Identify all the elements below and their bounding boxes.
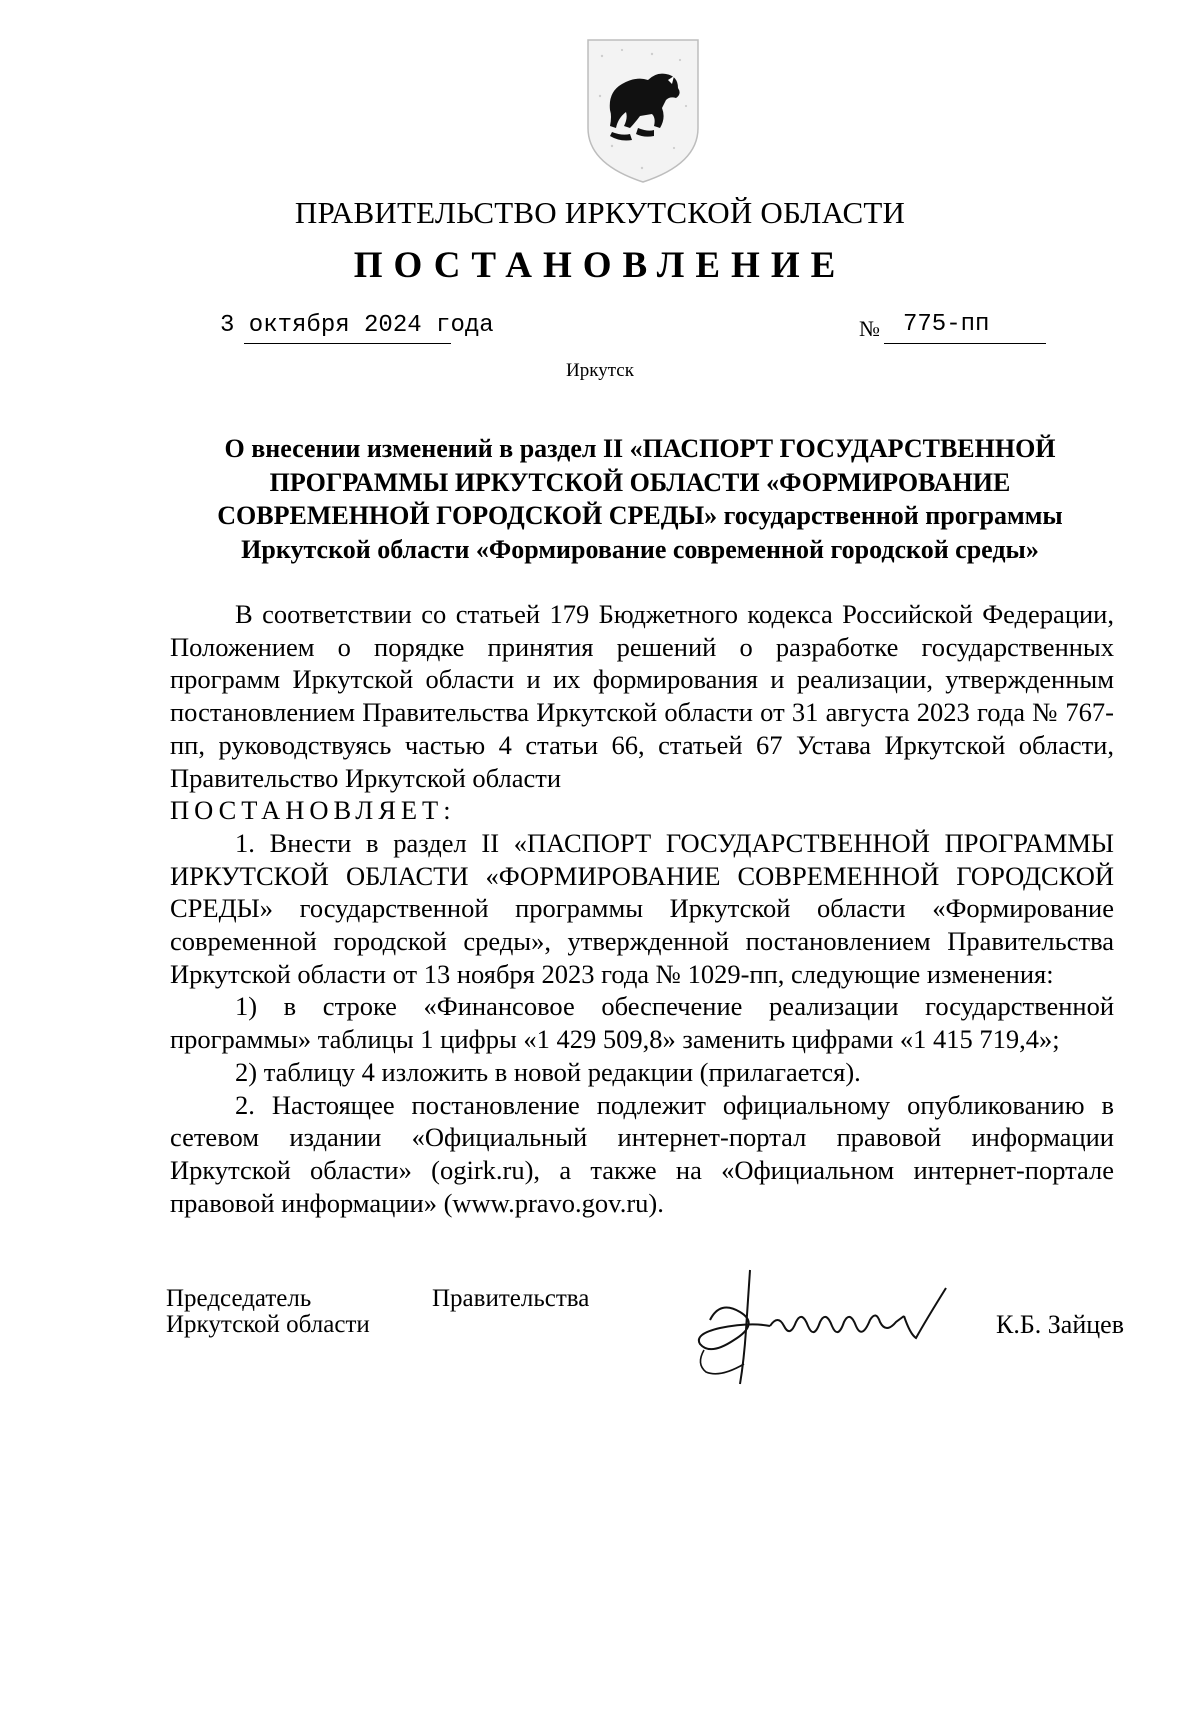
city-name: Иркутск [566, 360, 634, 381]
signatory-position-line2: Иркутской области [166, 1311, 370, 1338]
date-underline [244, 343, 451, 344]
item-1: 1. Внести в раздел II «ПАСПОРТ ГОСУДАРСТВЕННОЙ ПРОГРАММЫ ИРКУТСКОЙ ОБЛАСТИ «ФОРМИРОВАНИЕ СОВРЕМЕННОЙ ГОРОДСКОЙ СРЕДЫ» государственной программы Иркутской области «Формирование современной городской среды», утвержденной постановлением Правительства Иркутской области от 13 ноября 2023 года № 1029-пп, следующие изменения: [170, 827, 1114, 989]
document-number: 775-пп [903, 311, 990, 338]
document-date: 3 октября 2024 года [220, 312, 494, 339]
document-body [170, 598, 1114, 1219]
document-type: ПОСТАНОВЛЕНИЕ [353, 245, 847, 286]
item-1-1: 1) в строке «Финансовое обеспечение реализации государственной программы» таблицы 1 цифры «1 429 509,8» заменить цифрами «1 415 719,4»; [170, 991, 1114, 1055]
number-sign: № [859, 316, 880, 341]
signatory-position-line1: Председатель [166, 1285, 312, 1312]
signatory-name: К.Б. Зайцев [996, 1310, 1124, 1339]
organization-name: ПРАВИТЕЛЬСТВО ИРКУТСКОЙ ОБЛАСТИ [294, 195, 906, 230]
handwritten-signature-icon [690, 1260, 960, 1390]
coat-of-arms-icon [582, 36, 704, 184]
item-1-2: 2) таблицу 4 изложить в новой редакции (прилагается). [235, 1056, 861, 1087]
document-title: О внесении изменений в раздел II «ПАСПОРТ ГОСУДАРСТВЕННОЙ ПРОГРАММЫ ИРКУТСКОЙ ОБЛАСТИ «ФОРМИРОВАНИЕ СОВРЕМЕННОЙ ГОРОДСКОЙ СРЕДЫ» государственной программы Иркутской области «Формирование современной городской среды» [217, 434, 1063, 564]
preamble-paragraph: В соответствии со статьей 179 Бюджетного кодекса Российской Федерации, Положением о порядке принятия решений о разработке государственных программ Иркутской области и их формирования и реализации, утвержденным постановлением Правительства Иркутской области от 31 августа 2023 года № 767-пп, руководствуясь частью 4 статьи 66, статьей 67 Устава Иркутской области, Правительство Иркутской области [170, 599, 1114, 793]
signatory-position-line1b: Правительства [432, 1285, 590, 1312]
number-underline [884, 343, 1046, 344]
item-2: 2. Настоящее постановление подлежит официальному опубликованию в сетевом издании «Официальный интернет-портал правовой информации Иркутской области» (ogirk.ru), а также на «Официальном интернет-портале правовой информации» (www.pravo.gov.ru). [170, 1089, 1114, 1218]
resolves-heading: ПОСТАНОВЛЯЕТ: [170, 795, 456, 826]
